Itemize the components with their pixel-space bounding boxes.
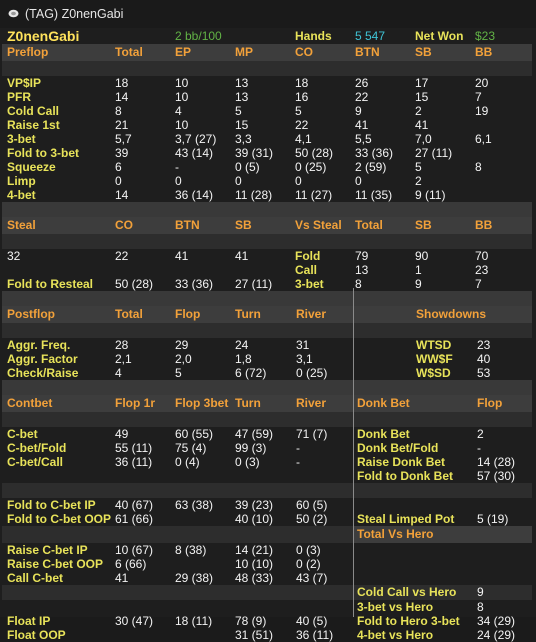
stat-value: 41 [115,571,129,585]
stat-value: 18 [295,76,309,90]
stat-value: - [175,160,179,174]
stat-label: Fold to C-bet OOP [7,512,111,526]
stat-value: 0 (3) [296,543,321,557]
stat-label: Check/Raise [7,366,79,380]
stat-value: 9 [355,104,362,118]
preflop-header-mp: MP [235,45,253,59]
stat-value: 5 (19) [477,512,509,526]
stat-value: 71 (7) [296,427,328,441]
stat-value: 9 (11) [415,188,446,202]
contbet-group4-row-1 [2,628,532,642]
stat-value: 24 [235,338,249,352]
preflop-row-vp-ip [2,76,532,90]
stat-value: 9 [415,277,422,291]
steal-header-total: Total [355,218,383,232]
stat-value: 39 [115,146,129,160]
stat-value: 0 [115,174,122,188]
stat-value: 36 (14) [175,188,214,202]
contbet-header-contbet: Contbet [7,396,53,410]
stat-value: 43 (7) [296,571,328,585]
postflop-row-check-raise [2,366,532,380]
stat-value: 99 (3) [235,441,267,455]
stat-value: 4,1 [295,132,312,146]
stat-value: 26 [355,76,369,90]
spacer [2,483,532,498]
hands-label: Hands [295,29,332,43]
stat-label: Squeeze [7,160,56,174]
stat-value: 29 (38) [175,571,214,585]
stat-value: 14 (28) [477,455,516,469]
poker-chip-icon [8,9,19,18]
stat-value: 22 [295,118,309,132]
title-bar[interactable] [0,0,536,28]
stat-value: 41 [355,118,369,132]
stat-value: 6 [115,160,122,174]
stat-value: 0 (3) [235,455,260,469]
window-title: (TAG) Z0nenGabi [25,7,124,21]
stat-value: - [296,455,300,469]
stat-value: 31 [296,338,310,352]
steal-header-steal: Steal [7,218,36,232]
donkbet-header-donk-bet: Donk Bet [357,396,410,410]
stat-value: 10 [175,76,189,90]
contbet-group3-row-1 [2,557,532,571]
preflop-header-btn: BTN [355,45,380,59]
stat-label: Float OOP [7,628,66,642]
stat-value: 48 (33) [235,571,274,585]
stat-value: 41 [175,249,189,263]
stat-value: 5 [415,160,422,174]
stat-value: 40 (5) [296,614,328,628]
vshero-header: Total Vs Hero [357,527,434,541]
stat-value: 33 (36) [175,277,214,291]
stat-value: 0 (5) [235,160,260,174]
steal-header-sb: SB [235,218,252,232]
stat-value: 63 (38) [175,498,214,512]
stat-value: 43 (14) [175,146,214,160]
stat-value: 4 [175,104,182,118]
stat-value: 50 (2) [296,512,328,526]
stat-label: Fold to Resteal [7,277,94,291]
bb-per-100: 2 bb/100 [175,29,222,43]
preflop-header-co: CO [295,45,313,59]
vshero-row-1 [2,600,532,614]
stat-label: C-bet/Fold [7,441,67,455]
stat-label: Raise Donk Bet [357,455,446,469]
stat-label: 4-bet [7,188,36,202]
stat-label: Float IP [7,614,51,628]
stat-value: 4 [115,366,122,380]
preflop-row-limp [2,174,532,188]
stat-value: 6 (72) [235,366,267,380]
stat-value: 50 (28) [295,146,334,160]
preflop-header-sb: SB [415,45,432,59]
stat-label: Raise C-bet OOP [7,557,104,571]
stat-value: 7 [475,90,482,104]
postflop-header-river: River [296,307,327,321]
stat-value: 3,7 (27) [175,132,217,146]
separator [2,380,532,395]
stat-value: 0 [235,174,242,188]
stat-value: 10 [175,118,189,132]
stat-value: 19 [475,104,489,118]
stat-value: 3,3 [235,132,252,146]
stat-value: 20 [475,76,489,90]
stat-value: 47 (59) [235,427,274,441]
stat-value: 3,1 [296,352,313,366]
stat-label: Aggr. Freq. [7,338,71,352]
stat-value: 36 (11) [115,455,153,469]
stat-value: 2,0 [175,352,192,366]
stat-value: 16 [295,90,309,104]
preflop-row-pfr [2,90,532,104]
contbet-row-0 [2,427,532,441]
stat-value: 8 [475,160,482,174]
stat-value: 2 [415,174,422,188]
stat-value: 5 [235,104,242,118]
stat-value: 10 (67) [115,543,154,557]
stat-value: 0 (4) [175,455,200,469]
stat-value: 13 [235,90,249,104]
stat-value: 27 (11) [415,146,453,160]
stat-value: 29 [175,338,189,352]
separator [2,202,532,217]
stat-value: 13 [235,76,249,90]
steal-row-1 [2,263,532,277]
stat-value: 1 [415,263,422,277]
stat-value: 7 [475,277,482,291]
stat-value: 7,0 [415,132,432,146]
stat-value: 22 [355,90,369,104]
stat-label: VP$IP [7,76,42,90]
stat-value: 55 (11) [115,441,153,455]
stat-value: 14 [115,188,129,202]
stat-value: 22 [115,249,129,263]
stat-value: 32 [7,249,21,263]
stat-value: 18 [115,76,129,90]
stat-label: Fold to Donk Bet [357,469,453,483]
stat-value: 36 (11) [296,628,334,642]
postflop-header-turn: Turn [235,307,261,321]
stat-value: 8 [355,277,362,291]
spacer [2,61,532,76]
stat-value: 60 (55) [175,427,214,441]
showdown-value: 53 [477,366,491,380]
contbet-header-turn: Turn [235,396,261,410]
stat-value: 15 [415,90,429,104]
stat-value: 17 [415,76,429,90]
stat-value: 9 [477,585,484,599]
stat-label: Fold to 3-bet [7,146,79,160]
stat-value: 50 (28) [115,277,154,291]
preflop-row-raise-1st [2,118,532,132]
postflop-row-aggr-factor [2,352,532,366]
contbet-header-flop-3bet: Flop 3bet [175,396,229,410]
stat-value: - [477,441,481,455]
steal-header-row [2,217,532,234]
stat-label: 3-bet [7,132,36,146]
stat-value: 70 [475,249,489,263]
stat-label: 4-bet vs Hero [357,628,434,642]
steal-header-vs-steal: Vs Steal [295,218,342,232]
stat-label: Steal Limped Pot [357,512,455,526]
stat-label: Raise C-bet IP [7,543,88,557]
player-summary-row [2,28,532,44]
stat-label: C-bet [7,427,38,441]
stat-label: Fold to C-bet IP [7,498,96,512]
preflop-header-ep: EP [175,45,192,59]
stat-value: 34 (29) [477,614,516,628]
contbet-row-2 [2,455,532,469]
postflop-header-postflop: Postflop [7,307,55,321]
steal-row-2 [2,277,532,291]
stat-value: 0 (25) [296,366,328,380]
hands-value: 5 547 [355,29,386,43]
stat-label: Raise 1st [7,118,60,132]
stat-value: 14 [115,90,129,104]
stat-value: 28 [115,338,129,352]
stat-value: 49 [115,427,129,441]
steal-header-bb: BB [475,218,493,232]
stat-value: 11 (35) [355,188,393,202]
stat-value: 15 [235,118,249,132]
stat-value: 24 (29) [477,628,516,642]
spacer [2,585,532,600]
preflop-header-preflop: Preflop [7,45,49,59]
stat-value: 41 [235,249,249,263]
stat-value: 31 (51) [235,628,274,642]
showdown-value: 40 [477,352,491,366]
stat-value: 10 [175,90,189,104]
stat-value: 6 (66) [115,557,147,571]
showdown-label: WTSD [416,338,452,352]
contbet-group4-row-0 [2,614,532,628]
stat-label: Call [295,263,318,277]
steal-row-0 [2,249,532,263]
stat-label: C-bet/Call [7,455,64,469]
spacer [2,323,532,338]
stat-label: Limp [7,174,36,188]
stat-value: 2,1 [115,352,132,366]
contbet-header-flop-1r: Flop 1r [115,396,156,410]
stat-value: 14 (21) [235,543,274,557]
steal-header-co: CO [115,218,133,232]
stat-value: 60 (5) [296,498,328,512]
stat-value: 11 (27) [295,188,333,202]
preflop-row-3-bet [2,132,532,146]
stat-value: 2 [415,104,422,118]
contbet-row-fold-ip [2,498,532,512]
preflop-header-bb: BB [475,45,493,59]
showdowns-header: Showdowns [416,307,486,321]
showdown-label: WW$F [416,352,453,366]
stat-value: 78 (9) [235,614,267,628]
preflop-row-squeeze [2,160,532,174]
stat-value: 75 (4) [175,441,207,455]
stat-value: 5,5 [355,132,372,146]
steal-header-btn: BTN [175,218,200,232]
contbet-group3-row-2 [2,571,532,585]
stat-value: 40 (67) [115,498,154,512]
stat-value: 57 (30) [477,469,516,483]
stat-value: 18 (11) [175,614,213,628]
stat-label: Fold to Hero 3-bet [357,614,460,628]
stat-value: 0 [175,174,182,188]
column-divider [353,288,354,617]
stat-value: 0 (25) [295,160,327,174]
stat-value: 8 [115,104,122,118]
stat-value: 39 (23) [235,498,274,512]
stat-value: 90 [415,249,429,263]
stat-value: 5,7 [115,132,132,146]
stat-value: 2 (59) [355,160,387,174]
contbet-row-fold-oop [2,512,532,526]
stat-value: - [296,441,300,455]
stat-value: 79 [355,249,369,263]
stat-value: 5 [175,366,182,380]
postflop-header-row [2,306,532,323]
stat-label: Fold [295,249,321,263]
stat-value: 21 [115,118,129,132]
stat-label: Donk Bet [357,427,410,441]
stat-value: 0 [355,174,362,188]
stat-value: 23 [475,263,489,277]
stat-label: Call C-bet [7,571,64,585]
postflop-row-aggr-freq [2,338,532,352]
contbet-row-3 [2,469,532,483]
stat-value: 40 (10) [235,512,274,526]
postflop-header-total: Total [115,307,143,321]
stat-label: Cold Call vs Hero [357,585,457,599]
stat-value: 61 (66) [115,512,154,526]
contbet-header-row [2,395,532,412]
stat-value: 0 [295,174,302,188]
showdown-label: W$SD [416,366,451,380]
net-won-value: $23 [475,29,496,43]
net-won-label: Net Won [415,29,464,43]
contbet-row-1 [2,441,532,455]
stat-label: Aggr. Factor [7,352,78,366]
contbet-header-river: River [296,396,327,410]
stat-value: 30 (47) [115,614,154,628]
stat-value: 10 (10) [235,557,274,571]
stat-value: 11 (28) [235,188,273,202]
spacer [2,234,532,249]
stat-label: 3-bet vs Hero [357,600,434,614]
stat-value: 33 (36) [355,146,394,160]
stat-value: 27 (11) [235,277,273,291]
player-name: Z0nenGabi [7,28,80,44]
stat-value: 39 (31) [235,146,274,160]
stat-label: 3-bet [295,277,324,291]
preflop-row-fold-to-3-bet [2,146,532,160]
stat-label: Cold Call [7,104,60,118]
stat-label: Donk Bet/Fold [357,441,439,455]
preflop-header-total: Total [115,45,143,59]
preflop-row-cold-call [2,104,532,118]
stat-label: PFR [7,90,31,104]
spacer [2,412,532,427]
stat-value: 6,1 [475,132,492,146]
vshero-header-row [2,526,532,543]
stat-value: 1,8 [235,352,252,366]
stat-value: 2 [477,427,484,441]
stat-value: 5 [295,104,302,118]
separator [2,291,532,306]
stat-value: 8 (38) [175,543,207,557]
stat-value: 41 [415,118,429,132]
stat-value: 8 [477,600,484,614]
stat-value: 13 [355,263,369,277]
steal-header-sb: SB [415,218,432,232]
donkbet-header-flop: Flop [477,396,503,410]
preflop-header-row [2,44,532,61]
contbet-group3-row-0 [2,543,532,557]
stats-grid [2,28,532,642]
showdown-value: 23 [477,338,491,352]
preflop-row-4-bet [2,188,532,202]
postflop-header-flop: Flop [175,307,201,321]
stat-value: 0 (2) [296,557,321,571]
